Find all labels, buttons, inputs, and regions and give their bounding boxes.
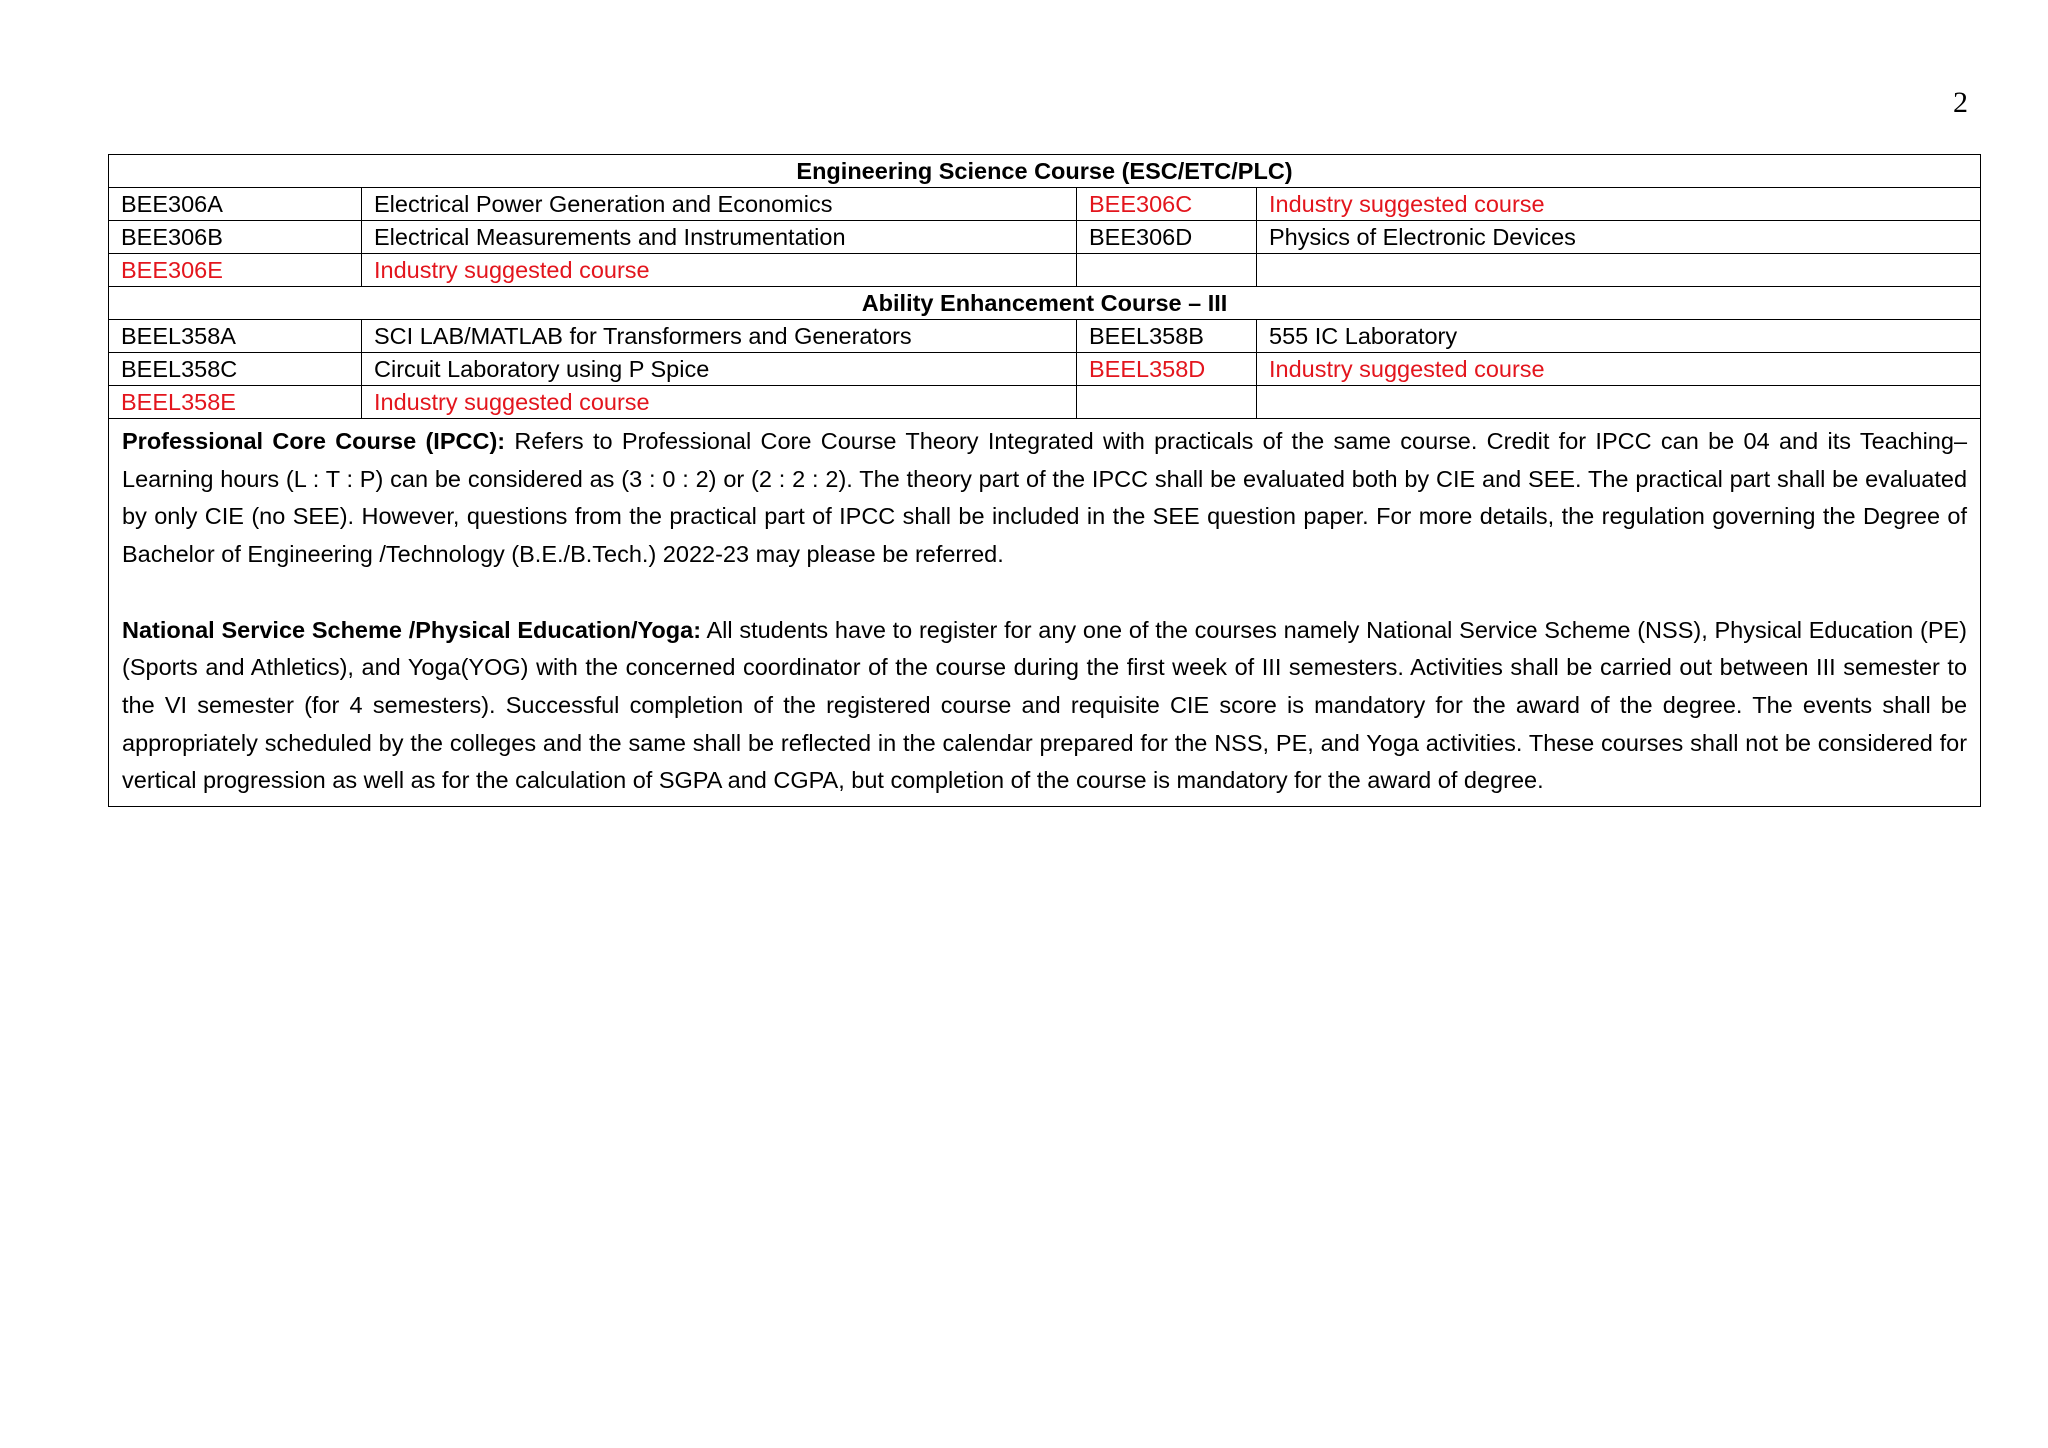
ipcc-note [122,423,1967,574]
course-title: Physics of Electronic Devices [1257,221,1981,254]
course-row [109,254,1981,287]
nss-note [122,612,1967,801]
note-spacer [122,574,1967,612]
course-code: BEE306A [109,188,362,221]
nss-note-heading: National Service Scheme /Physical Education/Yoga: [122,616,702,643]
course-row [109,221,1981,254]
course-code: BEE306B [109,221,362,254]
notes-row [109,419,1981,807]
course-title [1257,386,1981,419]
course-row [109,353,1981,386]
course-code: BEE306E [109,254,362,287]
course-title: Electrical Power Generation and Economics [362,188,1077,221]
course-row [109,188,1981,221]
section-heading: Engineering Science Course (ESC/ETC/PLC) [109,155,1981,188]
section-heading: Ability Enhancement Course – III [109,287,1981,320]
notes-cell [109,419,1981,807]
course-code: BEEL358B [1077,320,1257,353]
nss-note-body: All students have to register for any one of the courses namely National Service Scheme (NSS), Physical Education (PE)(Sports and Athletics), and Yoga(YOG) with the concerned coordinator of the course during the first week of III semesters. Activities shall be carried out between III semester to the VI semester (for 4 semesters). Successful completion of the registered course and requisite CIE score is mandatory for the award of the degree. The events shall be appropriately scheduled by the colleges and the same shall be reflected in the calendar prepared for the NSS, PE, and Yoga activities. These courses shall not be considered for vertical progression as well as for the calculation of SGPA and CGPA, but completion of the course is mandatory for the award of degree. [122,616,1968,794]
course-title: Industry suggested course [362,386,1077,419]
section-heading-row [109,287,1981,320]
course-table-body [109,155,1981,807]
course-title: Industry suggested course [1257,353,1981,386]
course-code: BEEL358A [109,320,362,353]
page-number: 2 [1953,86,1968,119]
course-title: Industry suggested course [362,254,1077,287]
course-code: BEE306C [1077,188,1257,221]
course-row [109,320,1981,353]
ipcc-note-body: Refers to Professional Core Course Theory Integrated with practicals of the same course. Credit for IPCC can be 04 and its Teaching–Learning hours (L : T : P) can be considered as (3 : 0 : 2) or (2 : 2 : 2). The theory part of the IPCC shall be evaluated both by CIE and SEE. The practical part shall be evaluated by only CIE (no SEE). However, questions from the practical part of IPCC shall be included in the SEE question paper. For more details, the regulation governing the Degree of Bachelor of Engineering /Technology (B.E./B.Tech.) 2022-23 may please be referred. [122,428,1968,568]
course-row [109,386,1981,419]
course-code: BEEL358E [109,386,362,419]
course-code [1077,386,1257,419]
course-title: SCI LAB/MATLAB for Transformers and Generators [362,320,1077,353]
ipcc-note-heading: Professional Core Course (IPCC): [122,428,506,454]
course-code: BEE306D [1077,221,1257,254]
course-title: 555 IC Laboratory [1257,320,1981,353]
course-code: BEEL358D [1077,353,1257,386]
course-title: Industry suggested course [1257,188,1981,221]
course-table [108,154,1981,807]
course-code: BEEL358C [109,353,362,386]
course-title: Circuit Laboratory using P Spice [362,353,1077,386]
section-heading-row [109,155,1981,188]
course-title: Electrical Measurements and Instrumentation [362,221,1077,254]
course-title [1257,254,1981,287]
course-code [1077,254,1257,287]
